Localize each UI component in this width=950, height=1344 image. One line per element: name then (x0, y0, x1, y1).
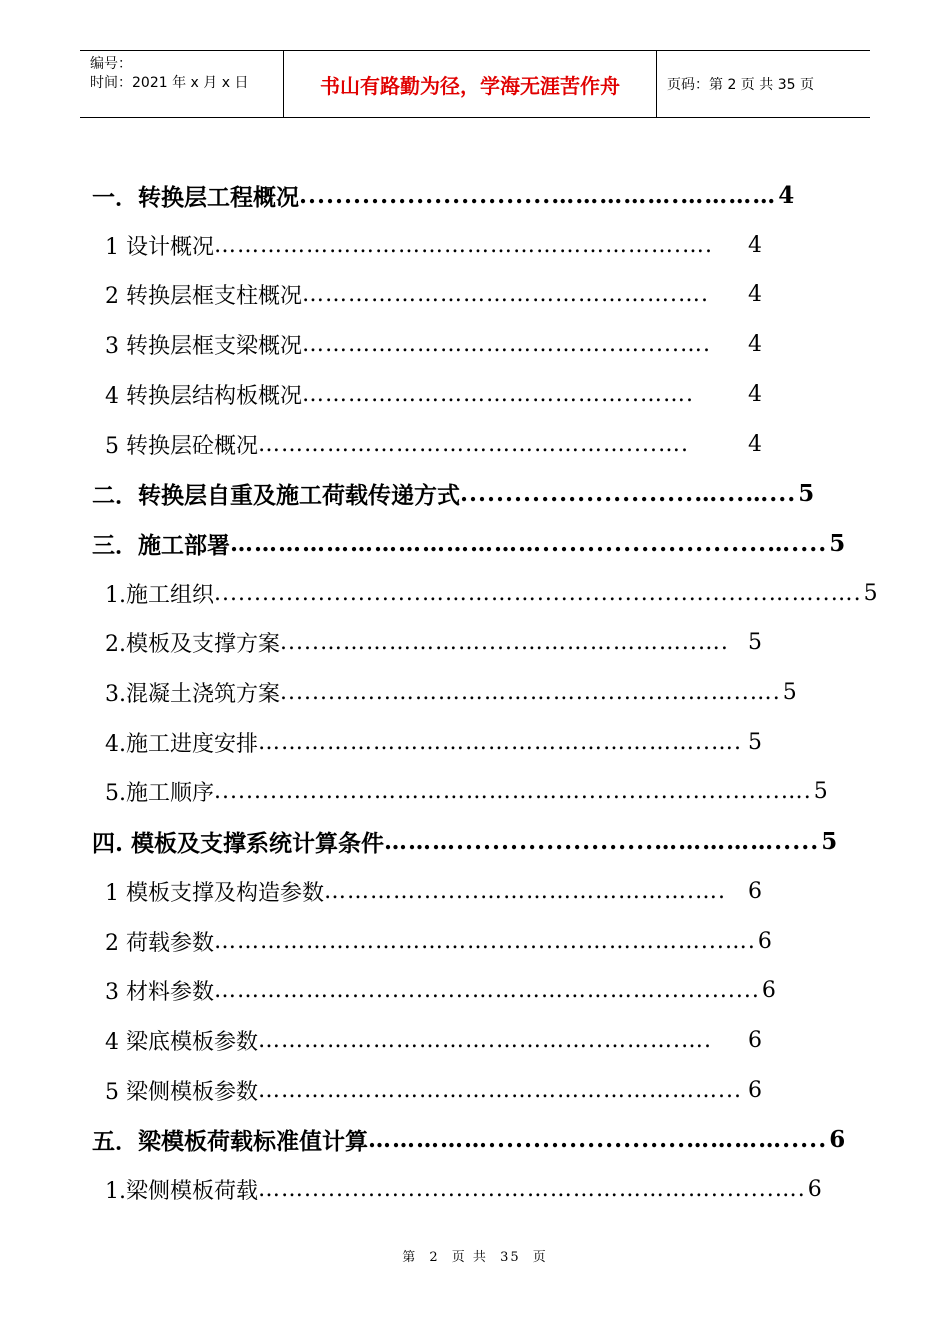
toc-entry-page-number: 6 (829, 1125, 846, 1153)
footer-suffix: 页 (532, 1250, 548, 1265)
toc-entry-title: 二．转换层自重及施工荷载传递方式 (92, 481, 460, 509)
toc-entry-leader: ………………………….…………..……….…. (258, 1027, 712, 1053)
toc-subsection-entry[interactable] (105, 220, 762, 270)
toc-entry-title: 三．施工部署 (92, 531, 230, 559)
toc-entry-leader: ………......................……………..... (384, 827, 820, 855)
toc-section-entry[interactable] (92, 170, 795, 220)
toc-entry-leader: .....………………….....…………………..…. (280, 629, 729, 655)
toc-entry-title: 2.模板及支撑方案 (105, 631, 280, 657)
toc-section-entry[interactable] (92, 468, 815, 518)
toc-entry-page-number: 5 (798, 479, 815, 507)
toc-entry-leader: …………………………………………………….…. (214, 232, 713, 258)
toc-entry-page-number: 5 (748, 629, 762, 655)
toc-entry-page-number: 4 (748, 281, 762, 307)
toc-subsection-entry[interactable] (105, 965, 776, 1015)
toc-entry-title: 一．转换层工程概况 (92, 183, 299, 211)
toc-entry-leader: …………………………………………....…. (258, 431, 689, 457)
toc-subsection-entry[interactable] (105, 667, 797, 717)
toc-entry-title: 1 模板支撑及构造参数 (105, 880, 324, 906)
toc-entry-page-number: 6 (757, 928, 772, 954)
toc-entry-page-number: 6 (748, 1077, 762, 1103)
toc-entry-title: 五．梁模板荷载标准值计算 (92, 1127, 368, 1155)
toc-entry-page-number: 5 (863, 580, 878, 606)
toc-entry-page-number: 4 (748, 232, 762, 258)
toc-entry-page-number: 5 (829, 529, 846, 557)
toc-entry-page-number: 6 (807, 1176, 822, 1202)
toc-subsection-entry[interactable] (105, 369, 762, 419)
toc-entry-page-number: 4 (748, 431, 762, 457)
toc-entry-title: 3 材料参数 (105, 979, 214, 1005)
code-label: 编号： (90, 56, 132, 72)
toc-entry-page-number: 4 (748, 331, 762, 357)
toc-entry-page-number: 6 (748, 878, 762, 904)
toc-subsection-entry[interactable] (105, 319, 762, 369)
toc-entry-leader: ……………………………………..……. (302, 381, 694, 407)
toc-entry-page-number: 5 (821, 827, 838, 855)
toc-subsection-entry[interactable] (105, 1015, 762, 1065)
toc-subsection-entry[interactable] (105, 1065, 762, 1115)
toc-entry-leader: ..............……………………..............……..…. (280, 679, 781, 705)
toc-subsection-entry[interactable] (105, 568, 878, 618)
header-page-info: 页码：第 2 页 共 35 页 (667, 77, 814, 93)
toc-section-entry[interactable] (92, 1114, 846, 1164)
toc-entry-leader: ………………………………............……………...…. (214, 928, 756, 954)
toc-entry-leader: ………………...............……………………............. (214, 977, 760, 1003)
footer-prefix: 第 (402, 1250, 418, 1265)
header-meta (80, 51, 284, 117)
toc-entry-title: 4.施工进度安排 (105, 731, 258, 757)
toc-subsection-entry[interactable] (105, 1164, 822, 1214)
toc-entry-title: 1 设计概况 (105, 234, 214, 260)
toc-entry-title: 5 转换层砼概况 (105, 433, 258, 459)
toc-entry-leader: ………………………………………….…. (302, 281, 709, 307)
toc-entry-leader: …………………………………..….....…. (302, 331, 711, 357)
toc-entry-leader: …………………………………………………..…. (258, 729, 742, 755)
footer-total-pages: 35 (500, 1250, 521, 1265)
toc-subsection-entry[interactable] (105, 866, 762, 916)
time-label: 时间：2021 年 x 月 x 日 (90, 75, 249, 91)
toc-entry-page-number: 5 (748, 729, 762, 755)
toc-entry-leader: ..........................…...…... (460, 479, 797, 507)
toc-entry-leader: ………………………………….........................….... (230, 529, 828, 557)
toc-entry-title: 5 梁侧模板参数 (105, 1079, 258, 1105)
toc-entry-title: 四. 模板及支撑系统计算条件 (92, 829, 385, 857)
toc-entry-title: 3.混凝土浇筑方案 (105, 681, 280, 707)
toc-entry-page-number: 4 (778, 181, 795, 209)
toc-subsection-entry[interactable] (105, 916, 772, 966)
toc-entry-title: 1.梁侧模板荷载 (105, 1178, 258, 1204)
toc-entry-title: 4 梁底模板参数 (105, 1029, 258, 1055)
footer-mid: 页 共 (451, 1250, 488, 1265)
header-motto: 书山有路勤为径，学海无涯苦作舟 (284, 51, 657, 117)
toc-section-entry[interactable] (92, 816, 838, 866)
toc-entry-title: 3 转换层框支梁概况 (105, 333, 302, 359)
toc-entry-page-number: 6 (761, 977, 776, 1003)
toc-entry-leader: ....................……………………….........................…. (214, 778, 812, 804)
toc-subsection-entry[interactable] (105, 717, 762, 767)
toc-entry-title: 5.施工顺序 (105, 780, 214, 806)
toc-entry-leader: ..........................…………….............................……..…. (214, 580, 862, 606)
toc-entry-leader: …….........................………………………........…. (258, 1176, 806, 1202)
toc-subsection-entry[interactable] (105, 269, 762, 319)
toc-entry-title: 4 转换层结构板概况 (105, 383, 302, 409)
toc-entry-leader: …………........……………………….…. (324, 878, 726, 904)
toc-entry-page-number: 4 (748, 381, 762, 407)
toc-entry-title: 1.施工组织 (105, 582, 214, 608)
toc-entry-leader: ……………......................…………..... (368, 1125, 828, 1153)
toc-subsection-entry[interactable] (105, 766, 828, 816)
toc-entry-page-number: 6 (748, 1027, 762, 1053)
toc-entry-page-number: 5 (782, 679, 797, 705)
footer-page-number: 2 (429, 1250, 440, 1265)
page-header (80, 50, 870, 118)
toc-entry-leader: ............................…………….………… (299, 181, 777, 209)
toc-subsection-entry[interactable] (105, 419, 762, 469)
toc-entry-title: 2 转换层框支柱概况 (105, 283, 302, 309)
toc-entry-title: 2 荷载参数 (105, 930, 214, 956)
toc-entry-page-number: 5 (813, 778, 828, 804)
toc-subsection-entry[interactable] (105, 617, 762, 667)
toc-section-entry[interactable] (92, 518, 846, 568)
page-footer (0, 1246, 950, 1265)
toc-entry-leader: ……………………………………………………... (258, 1077, 742, 1103)
